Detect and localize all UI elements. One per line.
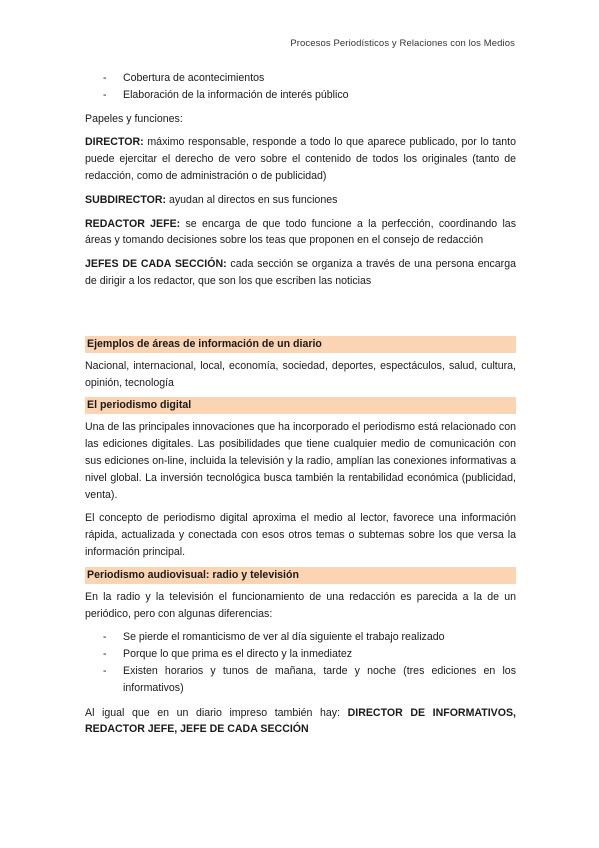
- spacer: [85, 290, 516, 336]
- list-item-text: Elaboración de la información de interés público: [123, 88, 349, 101]
- role-term: REDACTOR JEFE:: [85, 217, 181, 230]
- closing-text: Al igual que en un diario impreso también hay:: [85, 706, 348, 719]
- list-item: [85, 663, 516, 697]
- role-term: JEFES DE CADA SECCIÓN:: [85, 258, 227, 271]
- page-content: [85, 70, 516, 738]
- list-item: [85, 70, 516, 87]
- role-director: [85, 134, 516, 184]
- role-description: cada sección se organiza a través de una persona encarga de dirigir a los redactor, que son los que escriben las noticias: [85, 258, 516, 287]
- list-item: [85, 629, 516, 646]
- dash-marker: -: [103, 648, 107, 661]
- section-heading-audiovisual: Periodismo audiovisual: radio y televisión: [85, 567, 516, 584]
- role-term: SUBDIRECTOR:: [85, 193, 167, 206]
- audiovisual-bullet-list: [85, 629, 516, 696]
- role-term: DIRECTOR:: [85, 136, 144, 149]
- dash-marker: -: [103, 88, 107, 101]
- closing-bold-roles: DIRECTOR DE INFORMATIVOS, REDACTOR JEFE, JEFE DE CADA SECCIÓN: [85, 706, 516, 736]
- role-subdirector: [85, 192, 516, 209]
- section-heading-digital: El periodismo digital: [85, 397, 516, 414]
- dash-marker: -: [103, 72, 107, 84]
- role-jefes-seccion: [85, 256, 516, 290]
- dash-marker: -: [103, 631, 107, 644]
- digital-paragraph: Una de las principales innovaciones que ha incorporado el periodismo está relacionado con las ediciones digitales. Las posibilidades que tiene cualquier medio de comunicación con sus ediciones on-line, incluida la televisión y la radio, amplían las conexiones informativas a nivel global. La inversión tecnológica busca también la rentabilidad económica (publicidad, venta).: [85, 421, 516, 501]
- list-item-text: Se pierde el romanticismo de ver al día siguiente el trabajo realizado: [123, 631, 445, 644]
- role-description: se encarga de que todo funcione a la perfección, coordinando las áreas y tomando decisiones sobre los teas que proponen en el consejo de redacción: [85, 217, 516, 247]
- digital-paragraph: El concepto de periodismo digital aproxima el medio al lector, favorece una información rápida, actualizada y conectada con esos otros temas o subtemas sobre los que versa la información principal.: [85, 512, 516, 558]
- list-item-text: Existen horarios y tunos de mañana, tarde y noche (tres ediciones en los informativos): [123, 664, 516, 694]
- list-item: [85, 646, 516, 663]
- roles-heading: Papeles y funciones:: [85, 112, 183, 125]
- list-item-text: Porque lo que prima es el directo y la inmediatez: [123, 648, 353, 661]
- list-item: [85, 87, 516, 104]
- role-description: ayudan al directos en sus funciones: [166, 193, 338, 206]
- role-description: máximo responsable, responde a todo lo que aparece publicado, por lo tanto puede ejercitar el derecho de vero sobre el contenido de todos los originales (tanto de redacción, como de administración o de publicidad): [85, 136, 516, 182]
- intro-bullet-list: [85, 70, 516, 104]
- audiovisual-closing: [85, 705, 516, 739]
- areas-text: Nacional, internacional, local, economía, sociedad, deportes, espectáculos, salud, cultura, opinión, tecnología: [85, 359, 516, 389]
- role-redactor-jefe: [85, 216, 516, 250]
- list-item-text: Cobertura de acontecimientos: [123, 72, 265, 84]
- dash-marker: -: [103, 664, 107, 677]
- page-header: Procesos Periodísticos y Relaciones con los Medios: [290, 38, 515, 49]
- section-heading-areas: Ejemplos de áreas de información de un diario: [85, 336, 516, 353]
- audiovisual-intro: En la radio y la televisión el funcionamiento de una redacción es parecida a la de un periódico, pero con algunas diferencias:: [85, 590, 516, 620]
